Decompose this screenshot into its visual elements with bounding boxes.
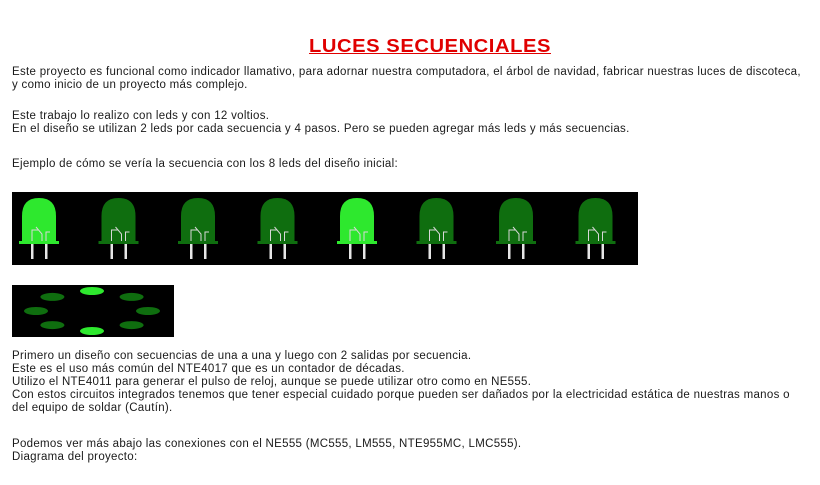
led-sequence-image: [12, 192, 638, 265]
ring-led-8-off: [40, 293, 64, 301]
circuit-paragraph: Primero un diseño con secuencias de una a una y luego con 2 salidas por secuencia. Este es el uso más común del NTE4017 que es un contador de décadas. Utilizo el NTE4011 para generar el pulso de reloj, aunque se puede utilizar otro como en NE555. Con estos circuitos integrados tenemos que tener especial cuidado porque pueden ser dañados por la electricidad estática de nuestras manos o del equipo de soldar (Cautín).: [12, 350, 790, 414]
design-paragraph: Este trabajo lo realizo con leds y con 12 voltios. En el diseño se utilizan 2 leds por cada secuencia y 4 pasos. Pero se pueden agregar más leds y más secuencias.: [12, 110, 630, 135]
led-row-graphic: [12, 192, 638, 265]
connections-paragraph: Podemos ver más abajo las conexiones con el NE555 (MC555, LM555, NTE955MC, LMC555). Diagrama del proyecto:: [12, 438, 522, 463]
led-ring-image: [12, 285, 174, 337]
led-8-off: [576, 198, 616, 259]
page-title: LUCES SECUENCIALES: [309, 36, 551, 56]
led-ring-graphic: [12, 285, 174, 337]
ring-led-2-off: [120, 293, 144, 301]
ring-led-1-on: [80, 287, 104, 295]
ring-led-7-off: [24, 307, 48, 315]
ring-led-5-on: [80, 327, 104, 335]
led-4-off: [258, 198, 298, 259]
led-5-on: [337, 198, 377, 259]
led-1-on: [19, 198, 59, 259]
led-6-off: [417, 198, 457, 259]
ring-led-3-off: [136, 307, 160, 315]
ring-led-6-off: [40, 321, 64, 329]
led-3-off: [178, 198, 218, 259]
example-caption: Ejemplo de cómo se vería la secuencia con los 8 leds del diseño inicial:: [12, 158, 398, 170]
ring-led-4-off: [120, 321, 144, 329]
intro-paragraph: Este proyecto es funcional como indicador llamativo, para adornar nuestra computadora, el árbol de navidad, fabricar nuestras luces de discoteca, y como inicio de un proyecto más complejo.: [12, 66, 801, 91]
led-2-off: [99, 198, 139, 259]
led-7-off: [496, 198, 536, 259]
